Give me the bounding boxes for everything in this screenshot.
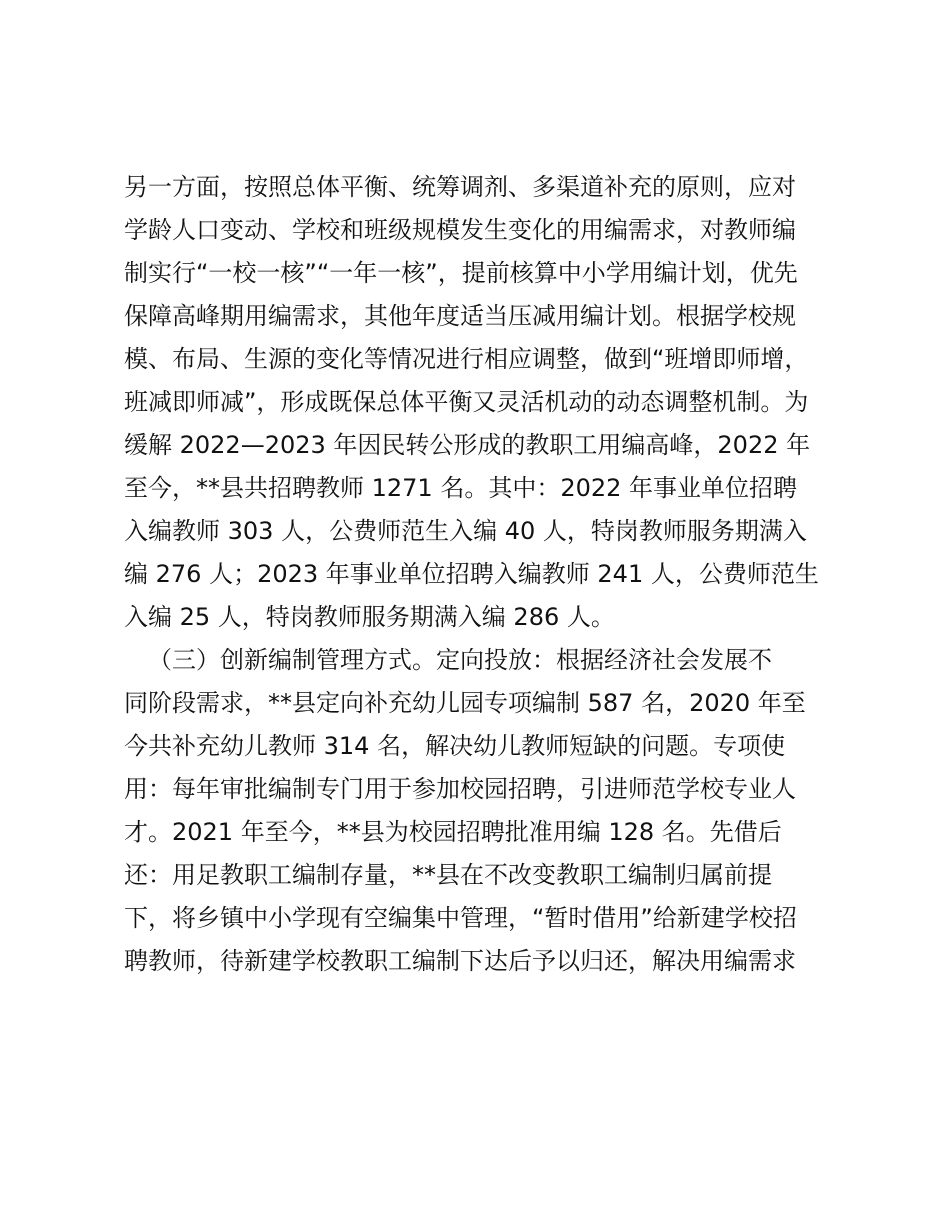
- text-line: 另一方面，按照总体平衡、统筹调剂、多渠道补充的原则，应对: [124, 173, 796, 201]
- paragraph: [124, 639, 834, 983]
- text-line: （三）创新编制管理方式。定向投放：根据经济社会发展不: [148, 646, 772, 674]
- text-line: 还：用足教职工编制存量，**县在不改变教职工编制归属前提: [124, 861, 772, 889]
- text-line: 学龄人口变动、学校和班级规模发生变化的用编需求，对教师编: [124, 216, 796, 244]
- text-line: 编 276 人；2023 年事业单位招聘入编教师 241 人，公费师范生: [124, 560, 819, 588]
- text-line: 今共补充幼儿教师 314 名，解决幼儿教师短缺的问题。专项使: [124, 732, 786, 760]
- text-line: 模、布局、生源的变化等情况进行相应调整，做到“班增即师增，: [124, 345, 809, 373]
- text-line: 制实行“一校一核”“一年一核”，提前核算中小学用编计划，优先: [124, 259, 798, 287]
- text-line: 缓解 2022—2023 年因民转公形成的教职工用编高峰，2022 年: [124, 431, 811, 459]
- paragraph: [124, 166, 834, 639]
- text-line: 入编教师 303 人，公费师范生入编 40 人，特岗教师服务期满入: [124, 517, 807, 545]
- text-line: 用：每年审批编制专门用于参加校园招聘，引进师范学校专业人: [124, 775, 796, 803]
- text-line: 保障高峰期用编需求，其他年度适当压减用编计划。根据学校规: [124, 302, 796, 330]
- text-line: 聘教师，待新建学校教职工编制下达后予以归还，解决用编需求: [124, 947, 796, 975]
- text-line: 入编 25 人，特岗教师服务期满入编 286 人。: [124, 603, 615, 631]
- body-text: [124, 166, 834, 983]
- text-line: 下，将乡镇中小学现有空编集中管理，“暂时借用”给新建学校招: [124, 904, 797, 932]
- text-line: 至今，**县共招聘教师 1271 名。其中：2022 年事业单位招聘: [124, 474, 798, 502]
- text-line: 班减即师减”，形成既保总体平衡又灵活机动的动态调整机制。为: [124, 388, 809, 416]
- text-line: 同阶段需求，**县定向补充幼儿园专项编制 587 名，2020 年至: [124, 689, 806, 717]
- text-line: 才。2021 年至今，**县为校园招聘批准用编 128 名。先借后: [124, 818, 782, 846]
